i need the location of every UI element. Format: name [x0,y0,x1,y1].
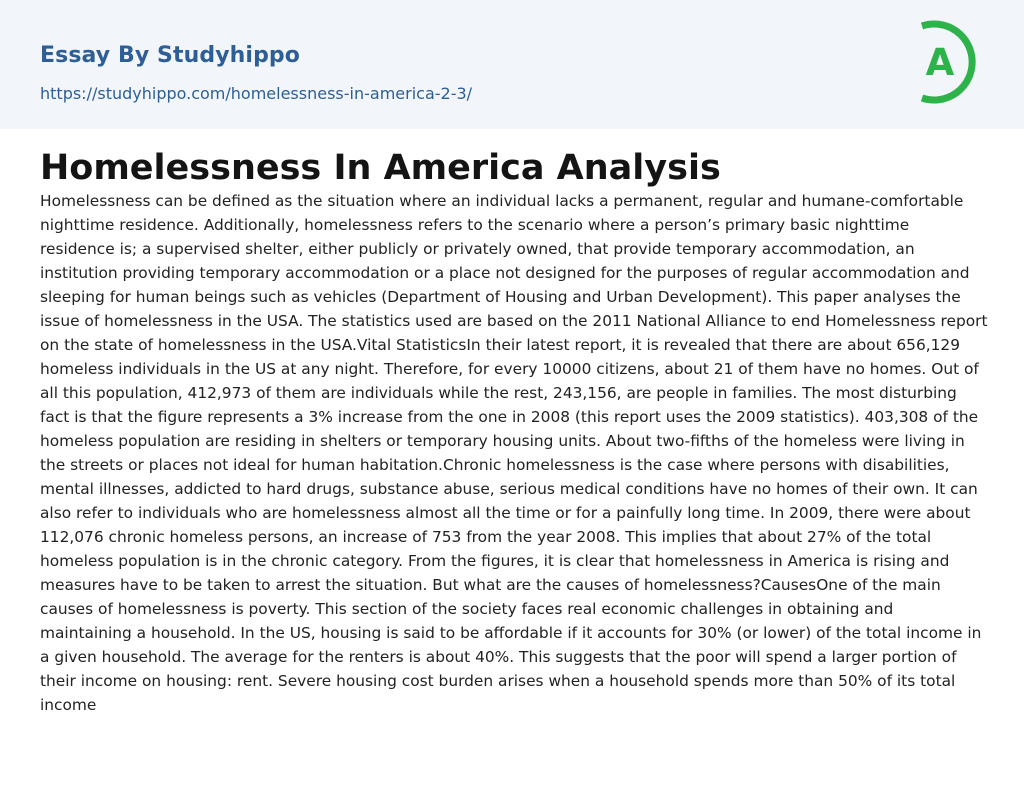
article-body: Homelessness can be defined as the situation where an individual lacks a permanent, regular and humane-comfortable nighttime residence. Additionally, homelessness refers to the scenario where a person’s primary basic nighttime residence is; a supervised shelter, either publicly or privately owned, that provide temporary accommodation, an institution providing temporary accommodation or a place not designed for the purposes of regular accommodation and sleeping for human beings such as vehicles (Department of Housing and Urban Development). This paper analyses the issue of homelessness in the USA. The statistics used are based on the 2011 National Alliance to end Homelessness report on the state of homelessness in the USA.Vital StatisticsIn their latest report, it is revealed that there are about 656,129 homeless individuals in the US at any night. Therefore, for every 10000 citizens, about 21 of them have no homes. Out of all this population, 412,973 of them are individuals while the rest, 243,156, are people in families. The most disturbing fact is that the figure represents a 3% increase from the one in 2008 (this report uses the 2009 statistics). 403,308 of the homeless population are residing in shelters or temporary housing units. About two-fifths of the homeless were living in the streets or places not ideal for human habitation.Chronic homelessness is the case where persons with disabilities, mental illnesses, addicted to hard drugs, substance abuse, serious medical conditions have no homes of their own. It can also refer to individuals who are homelessness almost all the time or for a painfully long time. In 2009, there were about 112,076 chronic homeless persons, an increase of 753 from the year 2008. This implies that about 27% of the total homeless population is in the chronic category. From the figures, it is clear that homelessness in America is rising and measures have to be taken to arrest the situation. But what are the causes of homelessness?CausesOne of the main causes of homelessness is poverty. This section of the society faces real economic challenges in obtaining and maintaining a household. In the US, housing is said to be affordable if it accounts for 30% (or lower) of the total income in a given household. The average for the renters is about 40%. This suggests that the poor will spend a larger portion of their income on housing: rent. Severe housing cost burden arises when a household spends more than 50% of its total income [40,192,988,714]
brand-title: Essay By Studyhippo [40,43,300,68]
logo-letter: A [925,41,955,84]
source-url-link[interactable]: https://studyhippo.com/homelessness-in-america-2-3/ [40,84,473,103]
page-title: Homelessness In America Analysis [40,148,721,188]
